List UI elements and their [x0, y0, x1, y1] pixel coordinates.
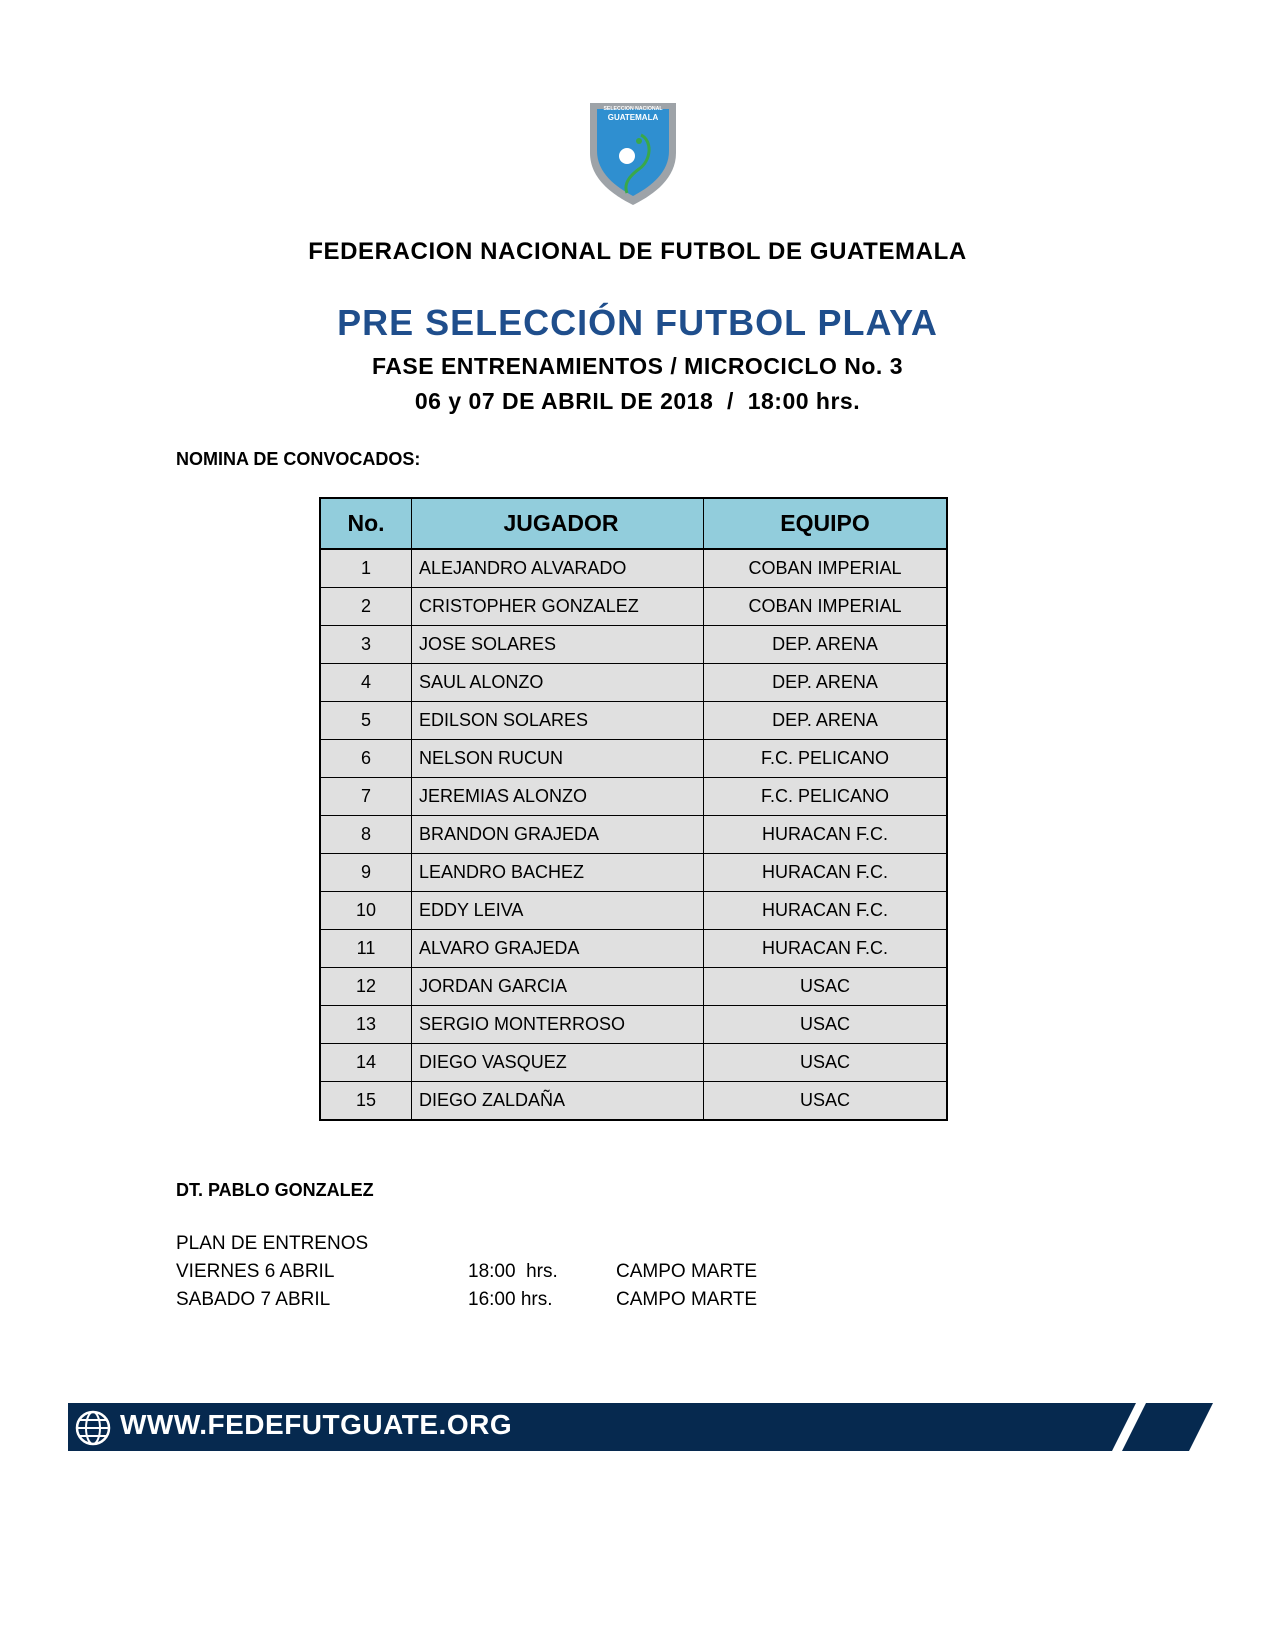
header-team: EQUIPO — [704, 498, 948, 549]
cell-player: ALVARO GRAJEDA — [412, 930, 704, 968]
cell-team: COBAN IMPERIAL — [704, 588, 948, 626]
cell-team: USAC — [704, 1006, 948, 1044]
cell-player: SERGIO MONTERROSO — [412, 1006, 704, 1044]
plan-row — [0, 1261, 1275, 1285]
subtitle-phase: FASE ENTRENAMIENTOS / MICROCICLO No. 3 — [372, 353, 903, 379]
cell-player: EDILSON SOLARES — [412, 702, 704, 740]
cell-team: DEP. ARENA — [704, 626, 948, 664]
cell-no: 2 — [320, 588, 412, 626]
plan-place: CAMPO MARTE — [616, 1289, 758, 1310]
globe-icon — [74, 1409, 112, 1447]
table-row — [320, 740, 947, 778]
cell-team: COBAN IMPERIAL — [704, 549, 948, 588]
cell-player: JOSE SOLARES — [412, 626, 704, 664]
cell-player: ALEJANDRO ALVARADO — [412, 549, 704, 588]
plan-day: VIERNES 6 ABRIL — [176, 1261, 335, 1282]
cell-no: 15 — [320, 1082, 412, 1121]
roster-table — [319, 497, 948, 1121]
cell-player: DIEGO VASQUEZ — [412, 1044, 704, 1082]
cell-team: HURACAN F.C. — [704, 930, 948, 968]
cell-team: F.C. PELICANO — [704, 740, 948, 778]
cell-team: DEP. ARENA — [704, 702, 948, 740]
main-title: PRE SELECCIÓN FUTBOL PLAYA — [337, 302, 938, 343]
cell-team: HURACAN F.C. — [704, 816, 948, 854]
cell-no: 4 — [320, 664, 412, 702]
cell-team: USAC — [704, 1082, 948, 1121]
cell-player: SAUL ALONZO — [412, 664, 704, 702]
cell-player: JEREMIAS ALONZO — [412, 778, 704, 816]
cell-team: HURACAN F.C. — [704, 892, 948, 930]
table-row — [320, 1006, 947, 1044]
cell-player: CRISTOPHER GONZALEZ — [412, 588, 704, 626]
cell-no: 13 — [320, 1006, 412, 1044]
table-row — [320, 816, 947, 854]
cell-no: 12 — [320, 968, 412, 1006]
plan-row — [0, 1289, 1275, 1313]
table-row — [320, 892, 947, 930]
website-link[interactable]: WWW.FEDEFUTGUATE.ORG — [120, 1409, 513, 1440]
cell-team: DEP. ARENA — [704, 664, 948, 702]
logo-text-line2: GUATEMALA — [607, 113, 659, 122]
table-row — [320, 1082, 947, 1121]
cell-no: 5 — [320, 702, 412, 740]
cell-team: USAC — [704, 968, 948, 1006]
table-row — [320, 968, 947, 1006]
cell-no: 6 — [320, 740, 412, 778]
header-no: No. — [320, 498, 412, 549]
plan-day: SABADO 7 ABRIL — [176, 1289, 331, 1310]
table-row — [320, 930, 947, 968]
table-row — [320, 1044, 947, 1082]
cell-no: 7 — [320, 778, 412, 816]
cell-no: 3 — [320, 626, 412, 664]
federation-logo — [587, 101, 679, 207]
cell-player: EDDY LEIVA — [412, 892, 704, 930]
table-row — [320, 588, 947, 626]
cell-player: LEANDRO BACHEZ — [412, 854, 704, 892]
cell-no: 1 — [320, 549, 412, 588]
table-row — [320, 778, 947, 816]
cell-no: 14 — [320, 1044, 412, 1082]
cell-team: USAC — [704, 1044, 948, 1082]
cell-no: 9 — [320, 854, 412, 892]
table-row — [320, 664, 947, 702]
plan-title: PLAN DE ENTRENOS — [176, 1233, 369, 1254]
coach-name: DT. PABLO GONZALEZ — [176, 1180, 374, 1200]
nomina-label: NOMINA DE CONVOCADOS: — [176, 449, 421, 469]
table-row — [320, 854, 947, 892]
plan-time: 16:00 hrs. — [468, 1289, 553, 1310]
table-row — [320, 626, 947, 664]
cell-no: 10 — [320, 892, 412, 930]
cell-team: F.C. PELICANO — [704, 778, 948, 816]
org-title: FEDERACION NACIONAL DE FUTBOL DE GUATEMALA — [308, 238, 967, 265]
plan-place: CAMPO MARTE — [616, 1261, 758, 1282]
table-row — [320, 549, 947, 588]
subtitle-date: 06 y 07 DE ABRIL DE 2018 / 18:00 hrs. — [414, 388, 861, 414]
cell-no: 11 — [320, 930, 412, 968]
cell-no: 8 — [320, 816, 412, 854]
plan-time: 18:00 hrs. — [468, 1261, 558, 1282]
cell-player: BRANDON GRAJEDA — [412, 816, 704, 854]
header-player: JUGADOR — [412, 498, 704, 549]
cell-player: DIEGO ZALDAÑA — [412, 1082, 704, 1121]
cell-player: NELSON RUCUN — [412, 740, 704, 778]
cell-player: JORDAN GARCIA — [412, 968, 704, 1006]
logo-text-line1: SELECCION NACIONAL — [603, 106, 663, 112]
table-header-row — [320, 498, 947, 549]
table-row — [320, 702, 947, 740]
cell-team: HURACAN F.C. — [704, 854, 948, 892]
